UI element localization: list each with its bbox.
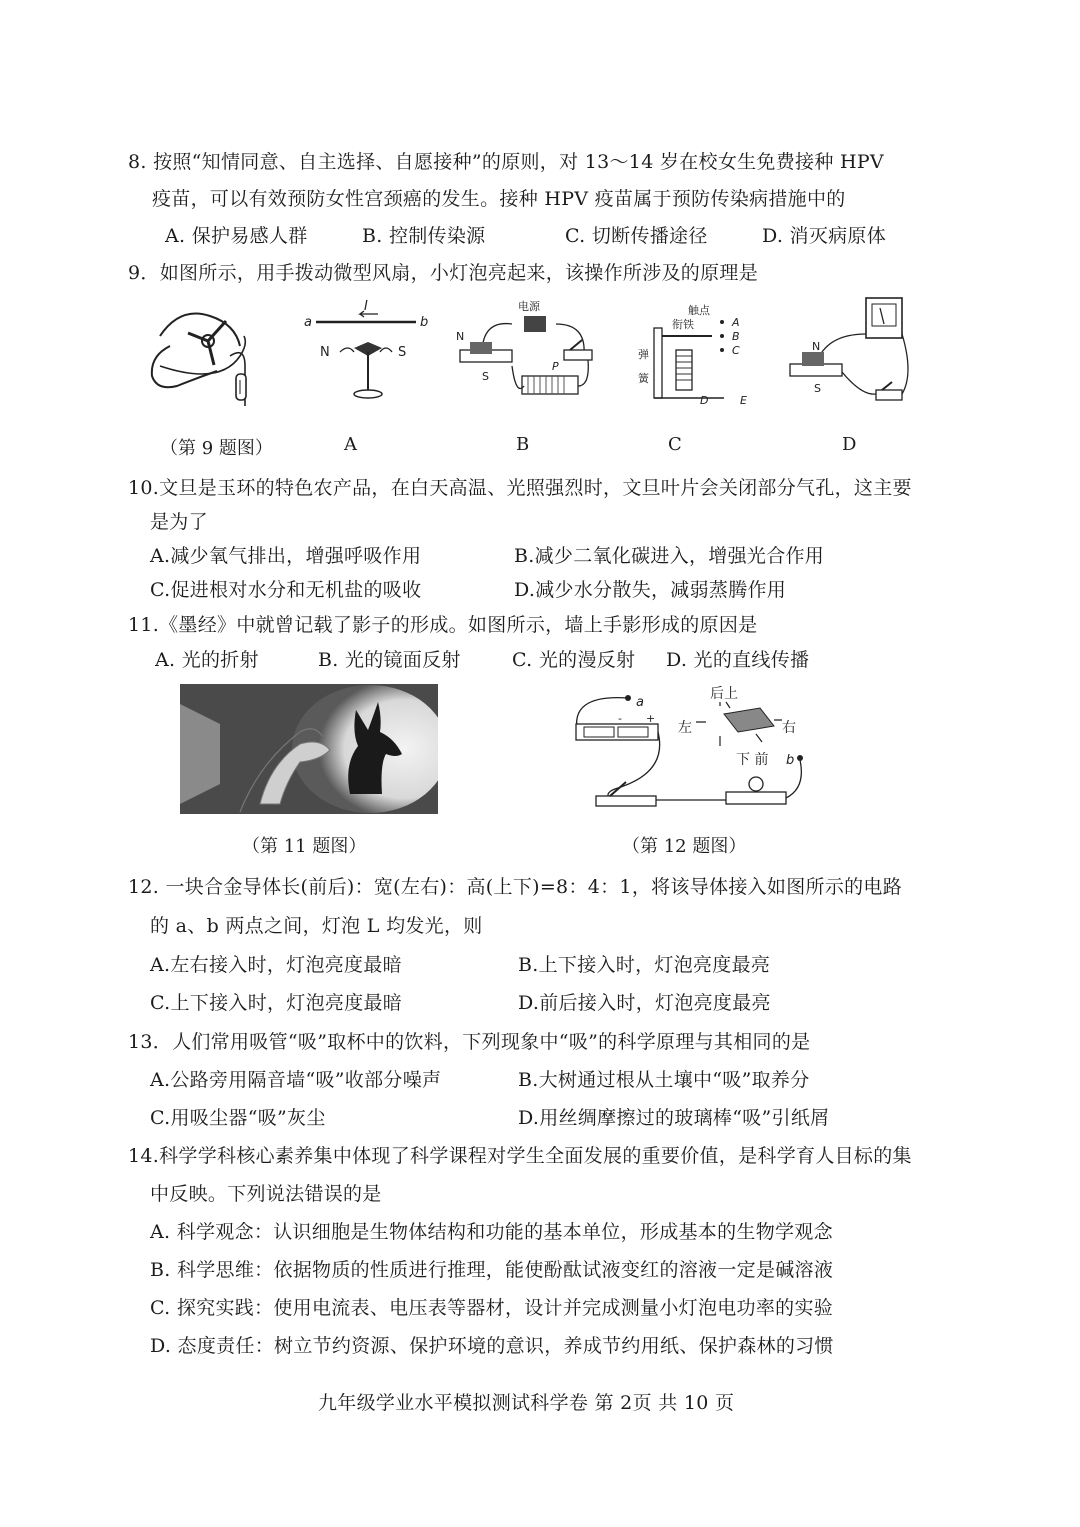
- q8-option-d: D. 消灭病原体: [762, 225, 887, 247]
- q9-fan-figure: [140, 296, 270, 416]
- q9-d-label-n: N: [812, 340, 821, 353]
- q9-caption-b: B: [516, 434, 530, 455]
- q9-c-label-iron: 衔铁: [672, 318, 694, 331]
- q9-b-label-p: P: [552, 360, 559, 373]
- q11-stem: 11.《墨经》中就曾记载了影子的形成。如图所示，墙上手影形成的原因是: [128, 614, 758, 636]
- q9-c-label-a: A: [732, 316, 740, 329]
- q8-option-c: C. 切断传播途径: [565, 225, 708, 247]
- q14-option-d: D. 态度责任：树立节约资源、保护环境的意识，养成节约用纸、保护森林的习惯: [150, 1335, 834, 1357]
- q10-line1: 10.文旦是玉环的特色农产品，在白天高温、光照强烈时，文旦叶片会关闭部分气孔，这主要: [128, 477, 912, 499]
- q9-figure-c: [632, 300, 762, 408]
- q12-label-plus: +: [646, 712, 656, 725]
- q9-caption-d: D: [842, 434, 857, 455]
- q9-caption-a: A: [344, 434, 357, 455]
- q9-c-label-c: C: [732, 344, 740, 357]
- q14-line1: 14.科学学科核心素养集中体现了科学课程对学生全面发展的重要价值，是科学育人目标的集: [128, 1145, 912, 1167]
- q9-c-label-b: B: [732, 330, 740, 343]
- q9-b-label-n: N: [456, 330, 465, 343]
- q9-c-label-spring2: 簧: [638, 372, 649, 385]
- q9-d-label-s: S: [814, 382, 821, 395]
- q12-label-left: 左: [678, 720, 692, 736]
- q12-option-c: C.上下接入时，灯泡亮度最暗: [150, 992, 403, 1014]
- q10-option-d: D.减少水分散失，减弱蒸腾作用: [514, 579, 787, 601]
- q12-circuit-figure: [560, 684, 820, 814]
- q13-option-a: A.公路旁用隔音墙“吸”收部分噪声: [150, 1069, 442, 1091]
- q14-line2: 中反映。下列说法错误的是: [150, 1183, 382, 1205]
- q11-option-c: C. 光的漫反射: [512, 649, 636, 671]
- q9-stem: 9．如图所示，用手拨动微型风扇，小灯泡亮起来，该操作所涉及的原理是: [128, 262, 758, 284]
- q13-stem: 13．人们常用吸管“吸”取杯中的饮料，下列现象中“吸”的科学原理与其相同的是: [128, 1031, 811, 1053]
- q11-hand-shadow-photo: [180, 684, 438, 814]
- q12-label-back-up: 后上: [710, 686, 738, 702]
- q12-label-minus: -: [618, 712, 622, 725]
- q9-c-label-e: E: [740, 394, 747, 407]
- q9-c-label-spring1: 弹: [638, 348, 649, 361]
- q12-caption: （第 12 题图）: [622, 836, 747, 857]
- q9-a-label-a: a: [304, 315, 312, 330]
- q9-c-label-d: D: [700, 394, 709, 407]
- q9-b-label-s: S: [482, 370, 489, 383]
- q10-option-b: B.减少二氧化碳进入，增强光合作用: [514, 545, 825, 567]
- q9-a-label-i: I: [364, 300, 368, 314]
- q12-line2: 的 a、b 两点之间，灯泡 L 均发光，则: [150, 915, 483, 937]
- q9-c-label-contact: 触点: [688, 304, 710, 317]
- q10-line2: 是为了: [150, 511, 208, 533]
- page-footer: 九年级学业水平模拟测试科学卷 第 2页 共 10 页: [318, 1392, 735, 1414]
- q8-option-a: A. 保护易感人群: [165, 225, 308, 247]
- q13-option-d: D.用丝绸摩擦过的玻璃棒“吸”引纸屑: [518, 1107, 830, 1129]
- q10-option-a: A.减少氧气排出，增强呼吸作用: [150, 545, 422, 567]
- q13-option-c: C.用吸尘器“吸”灰尘: [150, 1107, 326, 1129]
- q9-figure-b: [452, 296, 602, 408]
- q12-option-b: B.上下接入时，灯泡亮度最亮: [518, 954, 771, 976]
- q11-option-d: D. 光的直线传播: [666, 649, 810, 671]
- q9-figure-a: [298, 300, 438, 410]
- q8-option-b: B. 控制传染源: [362, 225, 486, 247]
- q13-option-b: B.大树通过根从土壤中“吸”取养分: [518, 1069, 810, 1091]
- q12-label-b: b: [786, 753, 795, 768]
- q9-figure-d: [784, 294, 914, 410]
- q12-option-a: A.左右接入时，灯泡亮度最暗: [150, 954, 402, 976]
- q12-label-right: 右: [782, 720, 796, 736]
- q11-option-b: B. 光的镜面反射: [318, 649, 461, 671]
- q12-label-a: a: [636, 695, 644, 710]
- q8-line2: 疫苗，可以有效预防女性宫颈癌的发生。接种 HPV 疫苗属于预防传染病措施中的: [152, 188, 846, 210]
- q12-label-down-front: 下 前: [736, 752, 769, 768]
- q9-b-label-power: 电源: [518, 300, 540, 313]
- q14-option-a: A. 科学观念：认识细胞是生物体结构和功能的基本单位，形成基本的生物学观念: [150, 1221, 833, 1243]
- q8-line1: 8. 按照“知情同意、自主选择、自愿接种”的原则，对 13～14 岁在校女生免费接种 HPV: [128, 151, 884, 173]
- q11-option-a: A. 光的折射: [155, 649, 259, 671]
- q9-a-label-n: N: [320, 345, 330, 360]
- q9-a-label-b: b: [420, 315, 429, 330]
- q10-option-c: C.促进根对水分和无机盐的吸收: [150, 579, 422, 601]
- q11-caption: （第 11 题图）: [242, 836, 367, 857]
- q12-line1: 12. 一块合金导体长(前后)：宽(左右)：高(上下)=8：4：1，将该导体接入如图所示的电路: [128, 876, 903, 898]
- q12-option-d: D.前后接入时，灯泡亮度最亮: [518, 992, 771, 1014]
- q14-option-c: C. 探究实践：使用电流表、电压表等器材，设计并完成测量小灯泡电功率的实验: [150, 1297, 834, 1319]
- q9-a-label-s: S: [398, 345, 407, 360]
- q9-caption-figure: （第 9 题图）: [160, 438, 273, 459]
- q14-option-b: B. 科学思维：依据物质的性质进行推理，能使酚酞试液变红的溶液一定是碱溶液: [150, 1259, 834, 1281]
- q9-caption-c: C: [668, 434, 682, 455]
